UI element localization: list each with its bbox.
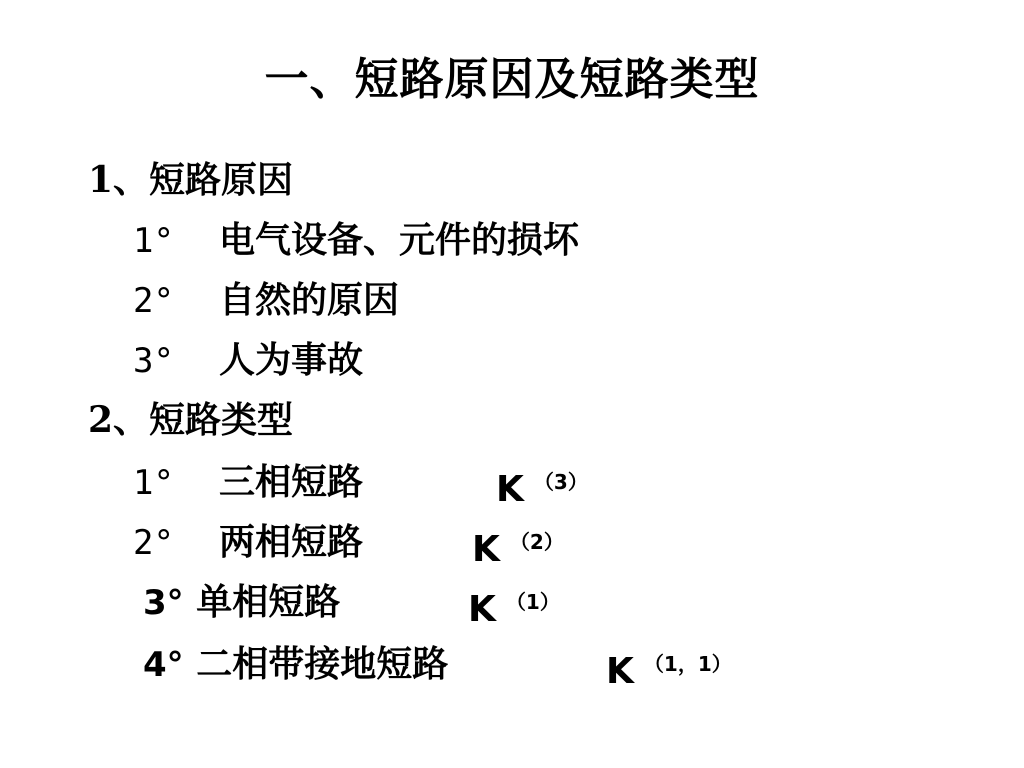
section2-item-1	[133, 460, 363, 505]
k-superscript: （2）	[509, 530, 564, 554]
k-superscript: （1）	[505, 590, 560, 614]
section2-heading: 2、短路类型	[88, 399, 294, 441]
section1-item-2	[133, 278, 399, 323]
section1-item-1	[133, 218, 579, 263]
item-number: 3°	[143, 583, 184, 623]
k-superscript: （1，1）	[643, 652, 732, 676]
k-symbol: K	[606, 651, 634, 692]
item-number: 1°	[133, 221, 174, 261]
item-number: 2°	[133, 281, 174, 321]
item-number: 1°	[133, 463, 174, 503]
item-text: 自然的原因	[219, 279, 400, 321]
k-superscript: （3）	[533, 470, 588, 494]
k-symbol: K	[468, 589, 496, 630]
item-text: 电气设备、元件的损坏	[219, 219, 580, 261]
item-number: 3°	[133, 341, 174, 381]
item-text: 单相短路	[196, 581, 341, 623]
short-circuit-symbol-k2	[472, 520, 564, 572]
short-circuit-symbol-k1	[468, 580, 560, 632]
section2-item-3	[143, 580, 340, 625]
k-symbol: K	[496, 469, 524, 510]
item-text: 人为事故	[219, 339, 364, 381]
k-symbol: K	[472, 529, 500, 570]
item-number: 2°	[133, 523, 174, 563]
item-text: 二相带接地短路	[196, 643, 449, 685]
section2-item-2	[133, 520, 363, 565]
item-text: 三相短路	[219, 461, 364, 503]
section1-item-3	[133, 338, 363, 383]
short-circuit-symbol-k3	[496, 460, 588, 512]
item-number: 4°	[143, 645, 184, 685]
section1-heading: 1、短路原因	[88, 159, 294, 201]
slide-title: 一、短路原因及短路类型	[264, 54, 760, 105]
item-text: 两相短路	[219, 521, 364, 563]
section2-item-4	[143, 642, 448, 687]
short-circuit-symbol-k11	[606, 642, 732, 694]
